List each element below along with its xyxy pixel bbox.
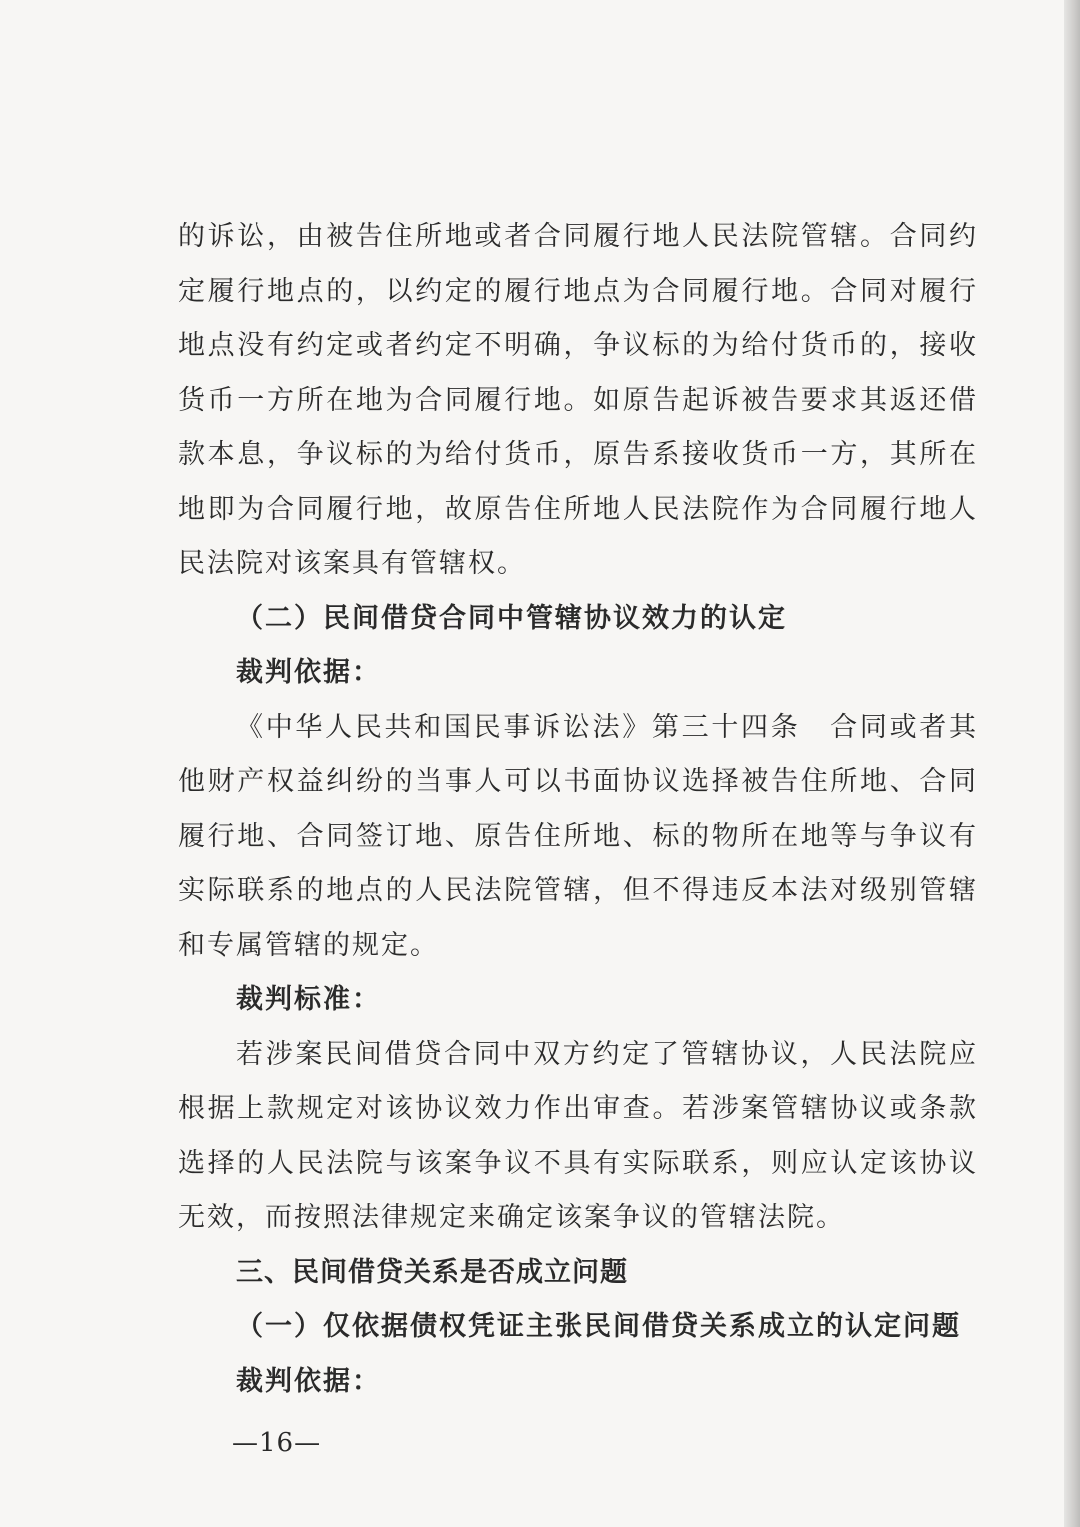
label-judgment-basis-2: 裁判依据： xyxy=(236,1365,381,1397)
section-heading-debt-certificate: （一）仅依据债权凭证主张民间借贷关系成立的认定问题 xyxy=(236,1311,961,1342)
label-judgment-standard: 裁判标准： xyxy=(236,984,381,1015)
section-heading-jurisdiction-agreement: （二）民间借贷合同中管辖协议效力的认定 xyxy=(236,602,787,634)
paragraph-jurisdiction-rule: 的诉讼，由被告住所地或者合同履行地人民法院管辖。合同约定履行地点的，以约定的履行地点为合同履行地。合同对履行地点没有约定或者约定不明确，争议标的为给付货币的，接收货币一方所在地为合同履行地。如原告起诉被告要求其返还借款本息，争议标的为给付货币，原告系接收货币一方，其所在地即为合同履行地，故原告住所地人民法院作为合同履行地人民法院对该案具有管辖权。 xyxy=(178,221,978,579)
chapter-heading-loan-relationship: 三、民间借贷关系是否成立问题 xyxy=(236,1256,628,1288)
page-number: —16— xyxy=(232,1428,322,1458)
paragraph-judgment-standard: 若涉案民间借贷合同中双方约定了管辖协议，人民法院应根据上款规定对该协议效力作出审查。若涉案管辖协议或条款选择的人民法院与该案争议不具有实际联系，则应认定该协议无效，而按照法律规定来确定该案争议的管辖法院。 xyxy=(178,1038,978,1233)
page-edge-shadow xyxy=(1064,0,1080,1527)
label-judgment-basis: 裁判依据： xyxy=(236,657,381,688)
document-body xyxy=(178,210,978,1409)
paragraph-civil-procedure-article-34: 《中华人民共和国民事诉讼法》第三十四条 合同或者其他财产权益纠纷的当事人可以书面协议选择被告住所地、合同履行地、合同签订地、原告住所地、标的物所在地等与争议有实际联系的地点的人民法院管辖，但不得违反本法对级别管辖和专属管辖的规定。 xyxy=(178,711,978,961)
